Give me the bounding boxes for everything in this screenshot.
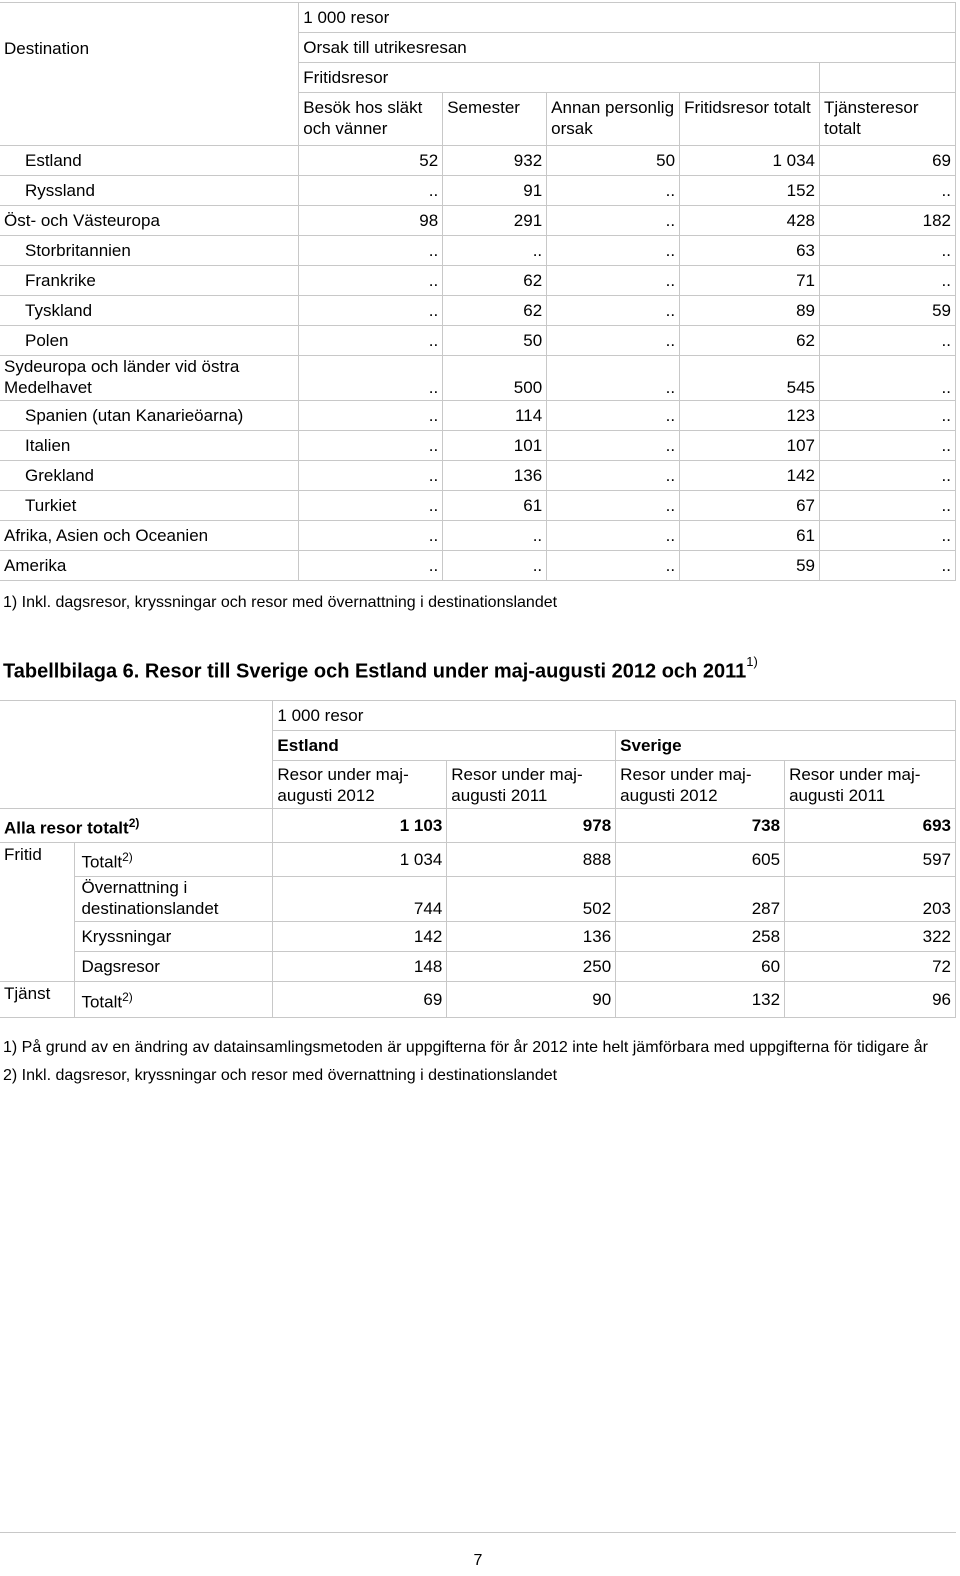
table2-title: Tabellbilaga 6. Resor till Sverige och Estland under maj-augusti 2012 och 2011$^{1)}$ (3, 654, 758, 683)
table-cell: .. (299, 461, 443, 491)
table-cell: 91 (443, 176, 547, 206)
table-cell: 142 (273, 922, 447, 952)
table-row (0, 491, 956, 521)
table-cell: 693 (785, 809, 956, 843)
row-label: Italien (0, 431, 299, 461)
table-cell: 744 (273, 877, 447, 922)
table-cell: 96 (785, 982, 956, 1018)
table-cell: 98 (299, 206, 443, 236)
table-cell: 62 (680, 326, 820, 356)
group-label-fritid: Fritid (0, 843, 75, 982)
table-cell: 90 (447, 982, 616, 1018)
table-cell: 101 (443, 431, 547, 461)
table-cell: .. (299, 356, 443, 401)
row-label: Storbritannien (0, 236, 299, 266)
table-row (0, 146, 956, 176)
table-cell: 203 (785, 877, 956, 922)
table-cell: 322 (785, 922, 956, 952)
unit-header: 1 000 resor (299, 3, 956, 33)
table-cell: .. (820, 266, 956, 296)
row-label: Dagsresor (75, 952, 273, 982)
column-header: Resor under maj-augusti 2012 (616, 761, 785, 809)
table-cell: 107 (680, 431, 820, 461)
row-label: Totalt$^{2)}$ (75, 982, 273, 1018)
unit-header: 1 000 resor (273, 701, 956, 731)
table-cell: 152 (680, 176, 820, 206)
table-cell: 69 (820, 146, 956, 176)
page-number: 7 (473, 1552, 483, 1569)
table-cell: 1 034 (273, 843, 447, 877)
table-cell: 63 (680, 236, 820, 266)
table-cell: 888 (447, 843, 616, 877)
table-cell: 62 (443, 266, 547, 296)
table-cell: 132 (616, 982, 785, 1018)
table-cell: 52 (299, 146, 443, 176)
row-label: Sydeuropa och länder vid östra Medelhavet (0, 356, 299, 401)
table-cell: .. (820, 401, 956, 431)
table-cell: 123 (680, 401, 820, 431)
column-header: Resor under maj-augusti 2012 (273, 761, 447, 809)
table-cell: .. (299, 551, 443, 581)
table-cell: 89 (680, 296, 820, 326)
table-cell: .. (547, 461, 680, 491)
table-cell: 136 (443, 461, 547, 491)
table-cell: .. (443, 236, 547, 266)
table-cell: 605 (616, 843, 785, 877)
table-cell: 67 (680, 491, 820, 521)
table-cell: 545 (680, 356, 820, 401)
table-cell: .. (547, 356, 680, 401)
row-label: Övernattning i destinationslandet (75, 877, 273, 922)
column-header: Besök hos släkt och vänner (299, 93, 443, 146)
table-cell: 428 (680, 206, 820, 236)
table-cell: 59 (820, 296, 956, 326)
table-row (0, 326, 956, 356)
table-cell: 50 (443, 326, 547, 356)
table-cell: 978 (447, 809, 616, 843)
table-cell: .. (299, 176, 443, 206)
row-label: Polen (0, 326, 299, 356)
table-cell: .. (299, 296, 443, 326)
column-header: Resor under maj-augusti 2011 (447, 761, 616, 809)
table-cell: .. (820, 176, 956, 206)
row-label: Amerika (0, 551, 299, 581)
trips-table (0, 700, 956, 1018)
table-cell: .. (299, 491, 443, 521)
table-row (0, 356, 956, 401)
group-header-estland: Estland (273, 731, 616, 761)
table-cell: 61 (443, 491, 547, 521)
table-cell: .. (299, 326, 443, 356)
table-cell: .. (820, 236, 956, 266)
table-cell: 114 (443, 401, 547, 431)
table-cell: .. (547, 206, 680, 236)
table-row (0, 266, 956, 296)
table-cell: 1 103 (273, 809, 447, 843)
table-cell: .. (547, 296, 680, 326)
table-row (0, 401, 956, 431)
blank-header (820, 63, 956, 93)
table-cell: .. (820, 521, 956, 551)
table-cell: 69 (273, 982, 447, 1018)
table-cell: 72 (785, 952, 956, 982)
table-cell: .. (820, 461, 956, 491)
table-row (0, 176, 956, 206)
table-cell: 738 (616, 809, 785, 843)
table2-footnote-2: 2) Inkl. dagsresor, kryssningar och resor med övernattning i destinationslandet (3, 1067, 558, 1084)
table-cell: 502 (447, 877, 616, 922)
table-cell: .. (547, 326, 680, 356)
row-label: Spanien (utan Kanarieöarna) (0, 401, 299, 431)
table-cell: 142 (680, 461, 820, 491)
table-cell: 60 (616, 952, 785, 982)
table-cell: 1 034 (680, 146, 820, 176)
table-cell: .. (547, 551, 680, 581)
column-header: Semester (443, 93, 547, 146)
table-cell: 932 (443, 146, 547, 176)
row-label: Tyskland (0, 296, 299, 326)
table-cell: 250 (447, 952, 616, 982)
row-label: Öst- och Västeuropa (0, 206, 299, 236)
table-row (0, 206, 956, 236)
column-header: Fritidsresor totalt (680, 93, 820, 146)
table-cell: .. (299, 431, 443, 461)
table-cell: .. (547, 491, 680, 521)
destination-table (0, 2, 956, 581)
row-label: Kryssningar (75, 922, 273, 952)
table-cell: .. (820, 551, 956, 581)
table-row (0, 551, 956, 581)
table-row (0, 296, 956, 326)
table-cell: .. (299, 266, 443, 296)
row-label: Frankrike (0, 266, 299, 296)
table-cell: .. (443, 551, 547, 581)
column-header: Resor under maj-augusti 2011 (785, 761, 956, 809)
table-cell: 62 (443, 296, 547, 326)
row-label: Totalt$^{2)}$ (75, 843, 273, 877)
table-row (0, 236, 956, 266)
table-cell: 291 (443, 206, 547, 236)
row-label: Estland (0, 146, 299, 176)
table-cell: .. (299, 236, 443, 266)
row-label: Turkiet (0, 491, 299, 521)
leisure-header: Fritidsresor (299, 63, 820, 93)
table-cell: .. (547, 431, 680, 461)
table-cell: 61 (680, 521, 820, 551)
row-label: Afrika, Asien och Oceanien (0, 521, 299, 551)
table-cell: 258 (616, 922, 785, 952)
table-cell: .. (820, 491, 956, 521)
table1-footnote: 1) Inkl. dagsresor, kryssningar och resor med övernattning i destinationslandet (3, 594, 558, 611)
destination-header: Destination (0, 3, 299, 146)
page-rule (0, 1532, 956, 1533)
reason-header: Orsak till utrikesresan (299, 33, 956, 63)
table-cell: .. (547, 176, 680, 206)
table-cell: .. (547, 236, 680, 266)
group-label-tjanst: Tjänst (0, 982, 75, 1018)
column-header: Annan personlig orsak (547, 93, 680, 146)
table-cell: 136 (447, 922, 616, 952)
table-cell: 50 (547, 146, 680, 176)
table-cell: .. (299, 521, 443, 551)
row-label: Ryssland (0, 176, 299, 206)
table-cell: 182 (820, 206, 956, 236)
table-cell: .. (547, 521, 680, 551)
table-cell: .. (820, 356, 956, 401)
table-cell: 148 (273, 952, 447, 982)
group-header-sverige: Sverige (616, 731, 956, 761)
table-cell: .. (443, 521, 547, 551)
total-label: Alla resor totalt$^{2)}$ (0, 809, 273, 843)
table2-footnote-1: 1) På grund av en ändring av datainsamlingsmetoden är uppgifterna för år 2012 inte helt jämförbara med uppgifterna för tidigare år (3, 1039, 928, 1056)
table-cell: .. (547, 401, 680, 431)
table-cell: 500 (443, 356, 547, 401)
corner-cell (0, 701, 273, 809)
row-label: Grekland (0, 461, 299, 491)
table-cell: 287 (616, 877, 785, 922)
table-cell: 59 (680, 551, 820, 581)
table-row (0, 431, 956, 461)
table-cell: .. (820, 326, 956, 356)
table-cell: 71 (680, 266, 820, 296)
table-cell: .. (299, 401, 443, 431)
column-header: Tjänsteresor totalt (820, 93, 956, 146)
table-row (0, 461, 956, 491)
table-cell: .. (547, 266, 680, 296)
table-cell: 597 (785, 843, 956, 877)
table-cell: .. (820, 431, 956, 461)
table-row (0, 521, 956, 551)
